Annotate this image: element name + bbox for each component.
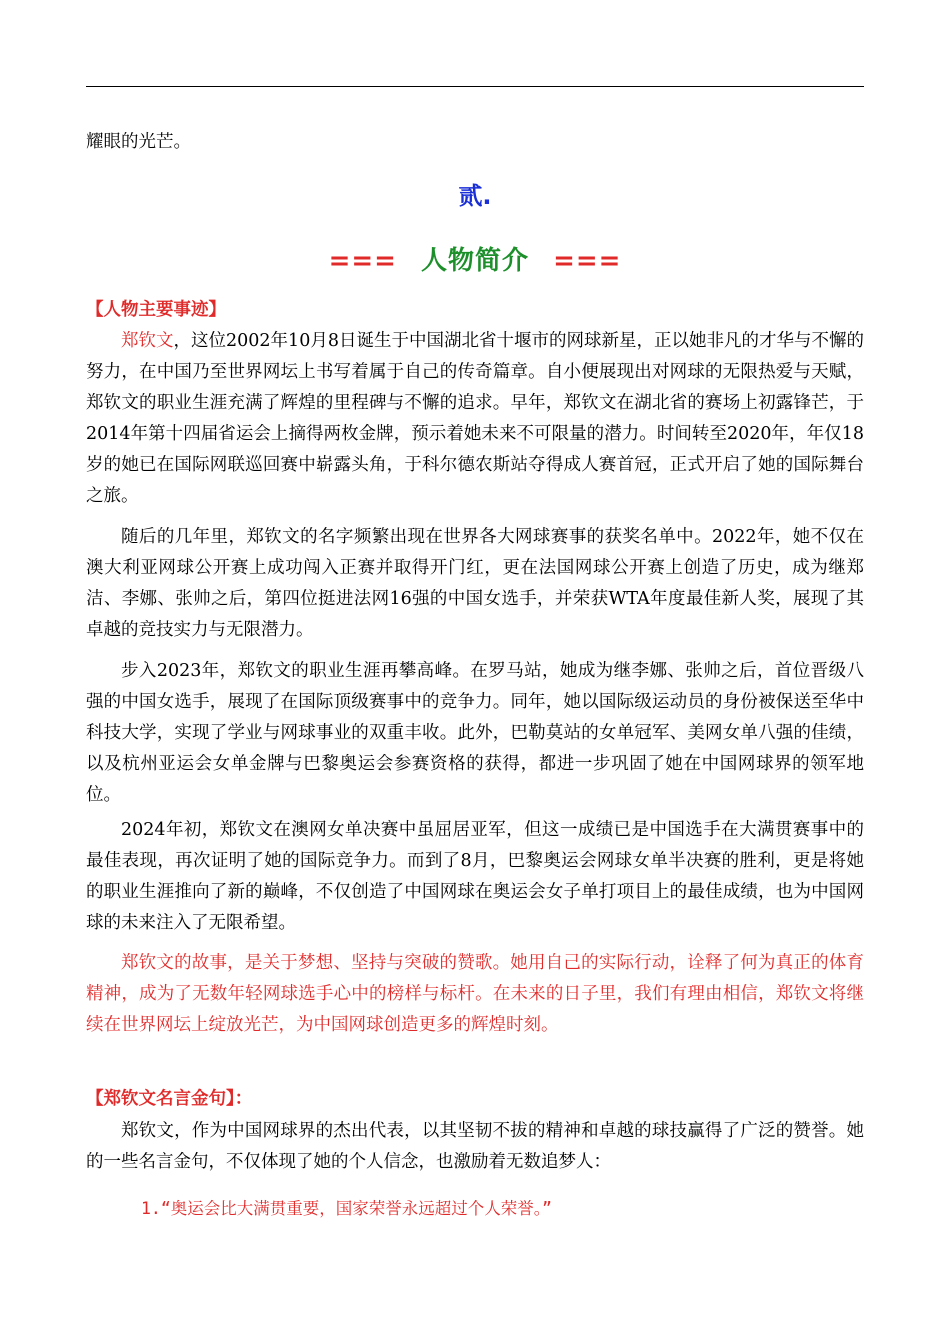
heading-text: 人物简介 — [420, 246, 529, 276]
section2-title: 【郑钦文名言金句】： — [86, 1089, 253, 1109]
heading-eq-left: === — [328, 246, 397, 276]
section1-title: 【人物主要事迹】 — [86, 300, 226, 320]
paragraph-1-text: ，这位2002年10月8日诞生于中国湖北省十堰市的网球新星，正以她非凡的才华与不懈的努力，在中国乃至世界网坛上书写着属于自己的传奇篇章。自小便展现出对网球的无限热爱与天赋，郑钦文的职业生涯充满了辉煌的里程碑与不懈的追求。早年，郑钦文在湖北省的赛场上初露锋芒，于2014年第十四届省运会上摘得两枚金牌，预示着她未来不可限量的潜力。时间转至2020年，年仅18岁的她已在国际网联巡回赛中崭露头角，于科尔德农斯站夺得成人赛首冠，正式开启了她的国际舞台之旅。 — [86, 331, 865, 506]
section1-paragraph-4: 2024年初，郑钦文在澳网女单决赛中虽屈居亚军，但这一成绩已是中国选手在大满贯赛事中的最佳表现，再次证明了她的国际竞争力。而到了8月，巴黎奥运会网球女单半决赛的胜利，更是将她的职业生涯推向了新的巅峰，不仅创造了中国网球在奥运会女子单打项目上的最佳成绩，也为中国网球的未来注入了无限希望。 — [86, 820, 864, 933]
section1-paragraph-1 — [86, 326, 864, 512]
section1-paragraph-3: 步入2023年，郑钦文的职业生涯再攀高峰。在罗马站，她成为继李娜、张帅之后，首位晋级八强的中国女选手，展现了在国际顶级赛事中的竞争力。同年，她以国际级运动员的身份被保送至华中科技大学，实现了学业与网球事业的双重丰收。此外，巴勒莫站的女单冠军、美网女单八强的佳绩，以及杭州亚运会女单金牌与巴黎奥运会参赛资格的获得，都进一步巩固了她在中国网球界的领军地位。 — [86, 661, 864, 805]
section-number-title: 贰. — [458, 182, 492, 210]
heading-eq-right: === — [553, 246, 622, 276]
lead-text: 耀眼的光芒。 — [86, 132, 191, 152]
highlighted-name: 郑钦文 — [121, 331, 174, 351]
section1-paragraph-5: 郑钦文的故事，是关于梦想、坚持与突破的赞歌。她用自己的实际行动，诠释了何为真正的体育精神，成为了无数年轻网球选手心中的榜样与标杆。在未来的日子里，我们有理由相信，郑钦文将继续在世界网坛上绽放光芒，为中国网球创造更多的辉煌时刻。 — [86, 953, 864, 1035]
section-heading — [86, 240, 864, 277]
header-rule — [86, 86, 864, 87]
section2-paragraph-1: 郑钦文，作为中国网球界的杰出代表，以其坚韧不拔的精神和卓越的球技赢得了广泛的赞誉。她的一些名言金句，不仅体现了她的个人信念，也激励着无数追梦人： — [86, 1121, 864, 1172]
quote-1: 1.“奥运会比大满贯重要，国家荣誉永远超过个人荣誉。” — [141, 1199, 552, 1218]
section1-paragraph-2: 随后的几年里，郑钦文的名字频繁出现在世界各大网球赛事的获奖名单中。2022年，她不仅在澳大利亚网球公开赛上成功闯入正赛并取得开门红，更在法国网球公开赛上创造了历史，成为继郑洁、李娜、张帅之后，第四位挺进法网16强的中国女选手，并荣获WTA年度最佳新人奖，展现了其卓越的竞技实力与无限潜力。 — [86, 527, 864, 640]
